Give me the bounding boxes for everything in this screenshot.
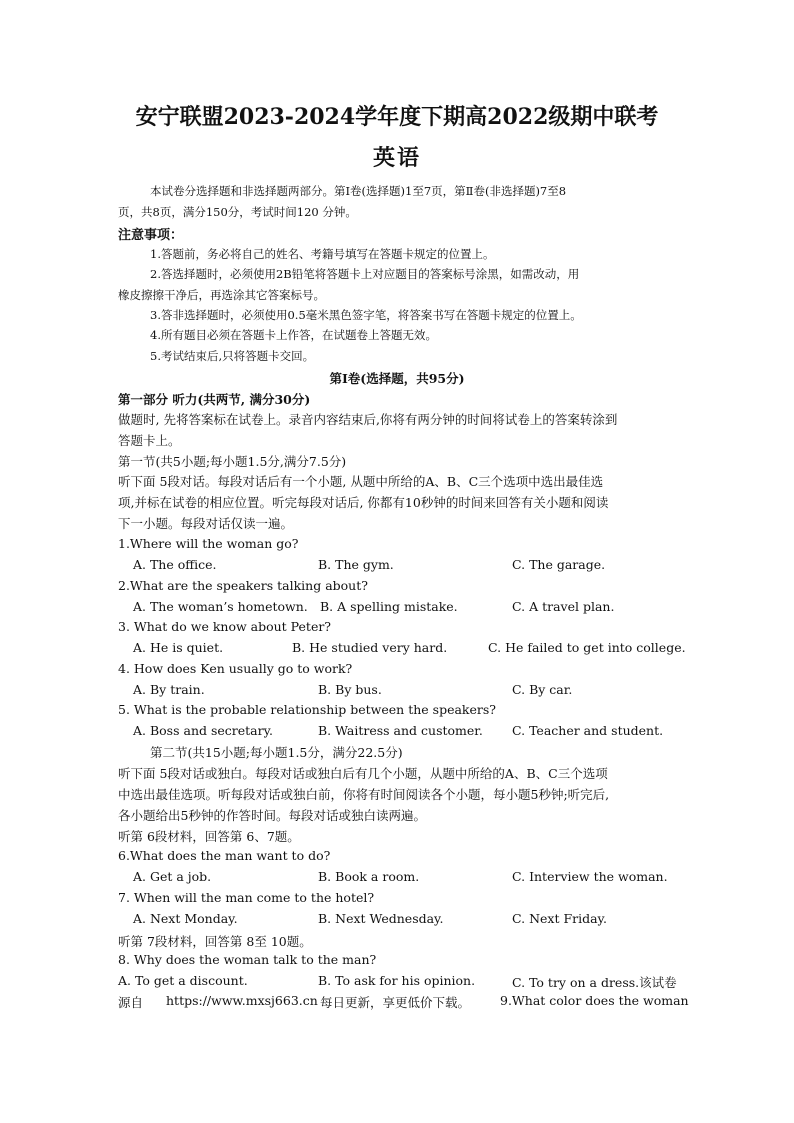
option-a: A. He is quiet. <box>133 640 224 655</box>
question-text: 2.What are the speakers talking about? <box>118 578 368 593</box>
option-c: C. He failed to get into college. <box>488 640 686 655</box>
option-c: C. To try on a dress.该试卷 <box>512 975 677 990</box>
question-9-text: 9.What color does the woman <box>500 993 689 1008</box>
section2-heading: 第二节(共15小题;每小题1.5分，满分22.5分) <box>150 745 403 760</box>
option-b: B. Book a room. <box>318 869 420 884</box>
note-item: 5.考试结束后,只将答题卡交回。 <box>150 349 315 363</box>
source-label: 源自 <box>118 995 144 1010</box>
option-b: B. He studied very hard. <box>292 640 448 655</box>
question-text: 7. When will the man come to the hotel? <box>118 890 375 905</box>
option-b: B. Waitress and customer. <box>318 723 483 738</box>
option-c: C. A travel plan. <box>512 599 615 614</box>
question-text: 3. What do we know about Peter? <box>118 619 332 634</box>
material-6-heading: 听第 6段材料，回答第 6、7题。 <box>118 829 300 844</box>
material-7-heading: 听第 7段材料，回答第 8至 10题。 <box>118 934 312 949</box>
option-b: B. A spelling mistake. <box>320 599 458 614</box>
option-a: A. Next Monday. <box>133 911 238 926</box>
exam-title: 安宁联盟2023-2024学年度下期高2022级期中联考 <box>135 104 659 130</box>
option-b: B. Next Wednesday. <box>318 911 444 926</box>
question-text: 8. Why does the woman talk to the man? <box>118 952 377 967</box>
part1-desc-2: 答题卡上。 <box>118 433 181 448</box>
exam-subject: 英语 <box>372 145 421 171</box>
section1-desc-1: 听下面 5段对话。每段对话后有一个小题, 从题中所给的A、B、C三个选项中选出最佳选 <box>118 474 604 489</box>
note-item: 橡皮擦擦干净后，再选涂其它答案标号。 <box>118 288 325 302</box>
option-b: B. The gym. <box>318 557 394 572</box>
option-a: A. To get a discount. <box>118 973 248 988</box>
part1-desc-1: 做题时, 先将答案标在试卷上。录音内容结束后,你将有两分钟的时间将试卷上的答案转涂到 <box>118 412 618 427</box>
section1-desc-2: 项,并标在试卷的相应位置。听完每段对话后, 你都有10秒钟的时间来回答有关小题和阅读 <box>118 495 609 510</box>
volume-heading: 第Ⅰ卷(选择题，共95分) <box>329 371 465 386</box>
section1-desc-3: 下一小题。每段对话仅读一遍。 <box>118 516 294 531</box>
option-c: C. Teacher and student. <box>512 723 664 738</box>
option-b: B. To ask for his opinion. <box>318 973 476 988</box>
question-text: 5. What is the probable relationship between the speakers? <box>118 702 496 717</box>
section2-desc-2: 中选出最佳选项。听每段对话或独白前，你将有时间阅读各个小题，每小题5秒钟;听完后, <box>118 787 610 802</box>
part1-heading: 第一部分 听力(共两节, 满分30分) <box>118 392 311 407</box>
intro-line-1: 本试卷分选择题和非选择题两部分。第Ⅰ卷(选择题)1至7页，第Ⅱ卷(非选择题)7至8 <box>150 184 567 198</box>
intro-line-2: 页，共8页，满分150分，考试时间120 分钟。 <box>118 205 357 219</box>
option-c: C. By car. <box>512 682 573 697</box>
note-item: 2.答选择题时，必须使用2B铅笔将答题卡上对应题目的答案标号涂黑，如需改动，用 <box>150 267 580 281</box>
section1-heading: 第一节(共5小题;每小题1.5分,满分7.5分) <box>118 454 347 469</box>
option-a: A. By train. <box>133 682 205 697</box>
question-text: 6.What does the man want to do? <box>118 848 331 863</box>
option-b: B. By bus. <box>318 682 382 697</box>
source-link[interactable]: https://www.mxsj663.cn <box>166 993 318 1008</box>
note-item: 4.所有题目必须在答题卡上作答，在试题卷上答题无效。 <box>150 328 437 342</box>
section2-desc-1: 听下面 5段对话或独白。每段对话或独白后有几个小题，从题中所给的A、B、C三个选项 <box>118 766 608 781</box>
option-c: C. The garage. <box>512 557 606 572</box>
option-a: A. The woman’s hometown. <box>133 599 308 614</box>
question-text: 1.Where will the woman go? <box>118 536 299 551</box>
notes-heading: 注意事项： <box>118 228 184 243</box>
promo-text: 每日更新，享更低价下载。 <box>320 995 471 1010</box>
option-a: A. Get a job. <box>133 869 212 884</box>
note-item: 1.答题前，务必将自己的姓名、考籍号填写在答题卡规定的位置上。 <box>150 247 495 261</box>
question-text: 4. How does Ken usually go to work? <box>118 661 353 676</box>
option-c: C. Next Friday. <box>512 911 607 926</box>
option-c: C. Interview the woman. <box>512 869 668 884</box>
section2-desc-3: 各小题给出5秒钟的作答时间。每段对话或独白读两遍。 <box>118 808 426 823</box>
option-a: A. Boss and secretary. <box>133 723 273 738</box>
note-item: 3.答非选择题时，必须使用0.5毫米黑色签字笔，将答案书写在答题卡规定的位置上。 <box>150 308 582 322</box>
option-a: A. The office. <box>133 557 217 572</box>
